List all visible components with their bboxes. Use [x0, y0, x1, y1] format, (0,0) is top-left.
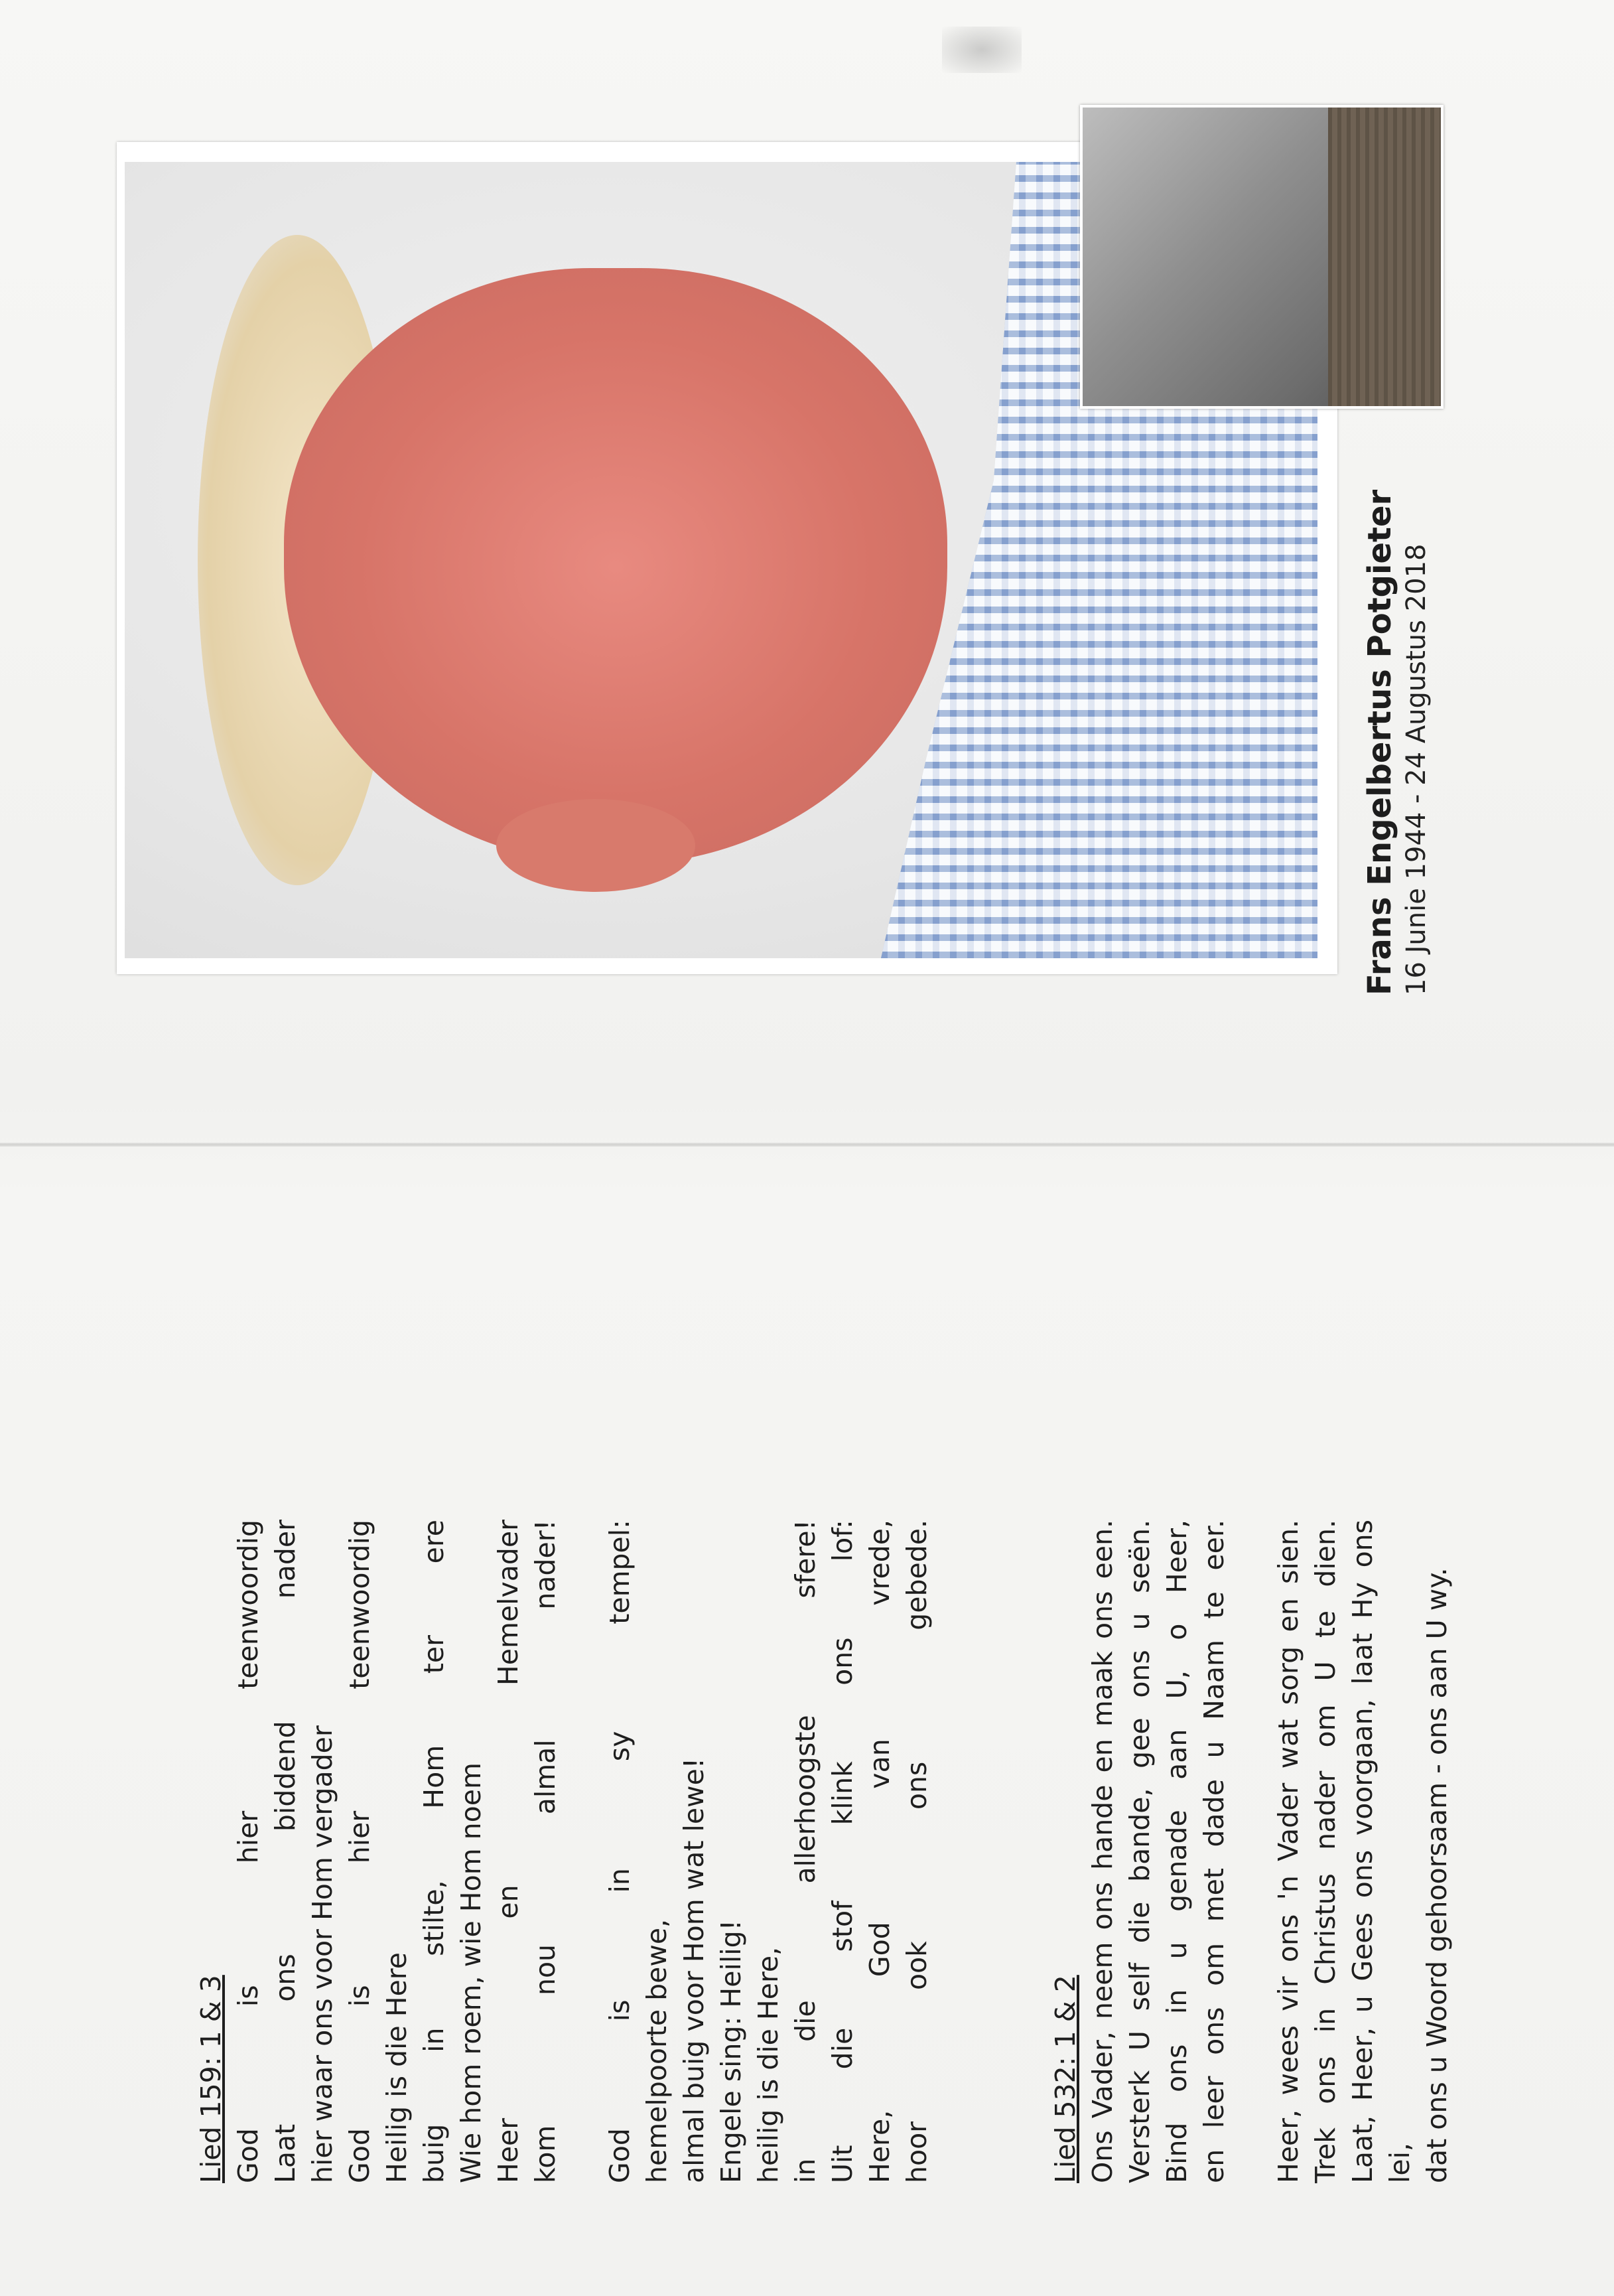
lyric-line: Wie hom roem, wie Hom noem [455, 1762, 487, 2183]
hymn-159 [192, 1520, 973, 2183]
lyric-line: in die allerhoogste sfere! [789, 1520, 821, 2183]
lyric-line: God is hier teenwoordig [344, 1520, 375, 2183]
lyric-line: Heer en Hemelvader [492, 1520, 524, 2183]
lyric-line: Trek ons in Christus nader om U te dien. [1310, 1520, 1341, 2183]
lyric-line: God is hier teenwoordig [232, 1520, 264, 2183]
deceased-name: Frans Engelbertus Potgieter [1361, 489, 1398, 995]
hymn-159-stanza-3 [601, 1520, 935, 2183]
cover-caption [1361, 489, 1432, 1002]
lyric-line: Laat ons biddend nader [269, 1520, 301, 2183]
hymn-532-stanza-2 [1270, 1520, 1455, 2183]
lyric-line: Bind ons in u genade aan U, o Heer, [1161, 1520, 1193, 2183]
paper-smudge [942, 27, 1022, 73]
page-fold [0, 1143, 1614, 1147]
lyric-line: Heilig is die Here [381, 1952, 413, 2183]
lyric-line: hoor ook ons gebede. [901, 1520, 933, 2183]
lyric-line: Here, God van vrede, [864, 1520, 896, 2183]
lyric-line: kom nou almal nader! [529, 1520, 561, 2183]
hymn-532-stanza-1 [1084, 1520, 1233, 2183]
lyric-line: God is in sy tempel: [604, 1520, 636, 2183]
portrait-face [284, 268, 947, 865]
lyric-line: buig in stilte, Hom ter ere [418, 1520, 450, 2183]
lyric-line: heilig is die Here, [752, 1946, 784, 2183]
lyric-line: Ons Vader, neem ons hande en maak ons een. [1087, 1520, 1118, 2183]
lyric-line: hemelpoorte bewe, [641, 1918, 673, 2183]
lyric-line: en leer ons om met dade u Naam te eer. [1198, 1520, 1230, 2183]
hymn-532 [1047, 1520, 1493, 2183]
hymn-159-stanza-1 [230, 1520, 564, 2183]
lyric-line: hier waar ons voor Hom vergader [306, 1725, 338, 2183]
lyric-line: Engele sing: Heilig! [715, 1919, 747, 2183]
portrait-ear [496, 799, 695, 892]
lyric-line: Versterk U self die bande, gee ons u seën. [1124, 1520, 1156, 2183]
hymn-title: Lied 159: 1 & 3 [195, 1975, 227, 2183]
lyric-line: almal buig voor Hom wat lewe! [678, 1757, 710, 2183]
lyric-line: Laat, Heer, u Gees ons voorgaan, laat Hy ons lei, [1347, 1520, 1416, 2183]
lyric-line: dat ons u Woord gehoorsaam - ons aan U wy. [1421, 1567, 1453, 2183]
life-dates: 16 Junie 1944 - 24 Augustus 2018 [1401, 543, 1432, 995]
lyric-line: Heer, wees vir ons 'n Vader wat sorg en sien. [1272, 1520, 1304, 2183]
inset-rugby-photo [1080, 105, 1444, 409]
hymn-title: Lied 532: 1 & 2 [1049, 1975, 1081, 2183]
lyric-line: Uit die stof klink ons lof: [827, 1520, 858, 2183]
inset-photo-ground [1328, 108, 1441, 406]
